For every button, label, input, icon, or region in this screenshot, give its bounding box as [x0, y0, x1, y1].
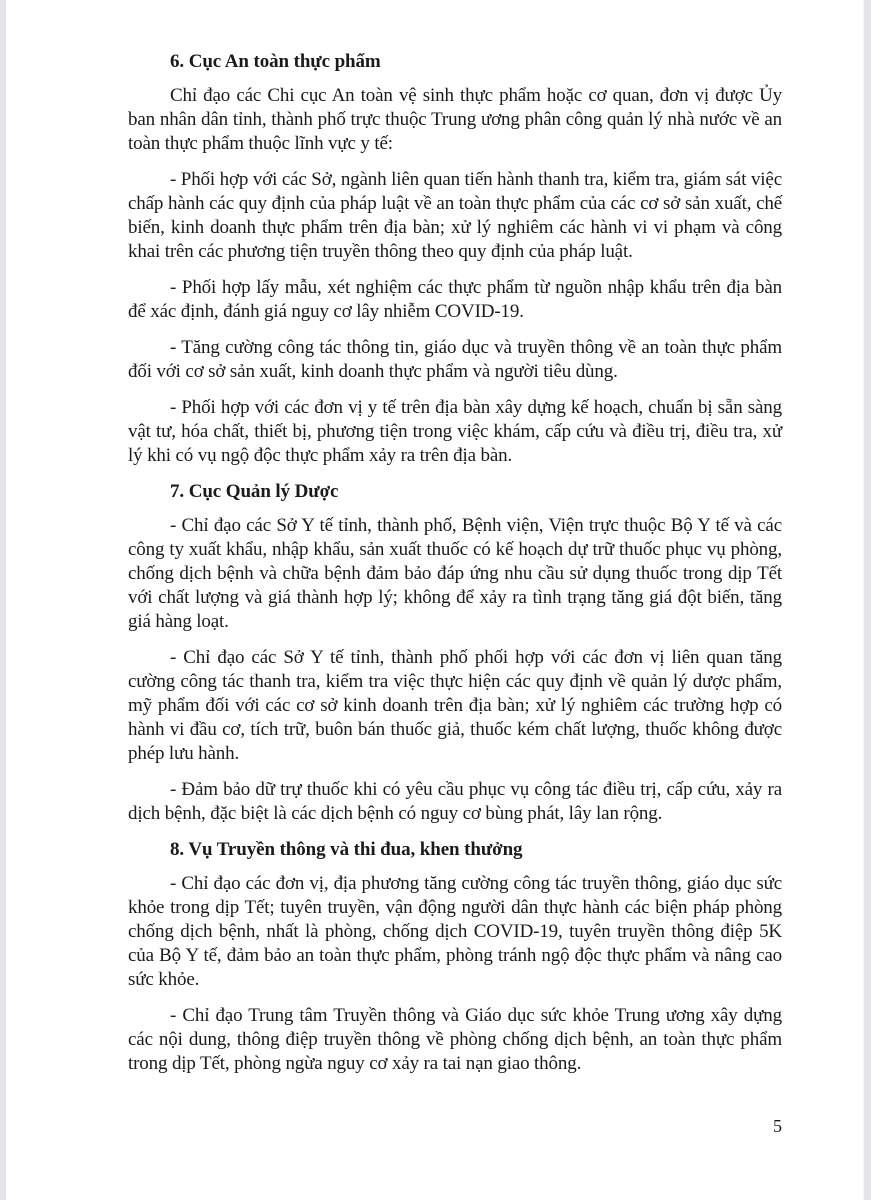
paragraph: - Tăng cường công tác thông tin, giáo dục và truyền thông về an toàn thực phẩm đối với cơ sở sản xuất, kinh doanh thực phẩm và người tiêu dùng. [128, 337, 782, 382]
document-page [128, 50, 782, 1088]
section-drug-administration [128, 480, 782, 826]
paragraph: - Phối hợp lấy mẫu, xét nghiệm các thực phẩm từ nguồn nhập khẩu trên địa bàn để xác định, đánh giá nguy cơ lây nhiễm COVID-19. [128, 277, 782, 322]
page-number: 5 [773, 1116, 782, 1136]
page-edge-left [0, 0, 6, 1200]
section-heading: 8. Vụ Truyền thông và thi đua, khen thưởng [170, 839, 523, 860]
section-communication-emulation [128, 838, 782, 1076]
paragraph: - Chỉ đạo các đơn vị, địa phương tăng cường công tác truyền thông, giáo dục sức khỏe trong dịp Tết; tuyên truyền, vận động người dân thực hành các biện pháp phòng chống dịch bệnh, nhất là phòng, chống dịch COVID-19, tuyên truyền thông điệp 5K của Bộ Y tế, đảm bảo an toàn thực phẩm, phòng tránh ngộ độc thực phẩm và nâng cao sức khỏe. [128, 873, 782, 990]
section-heading: 7. Cục Quản lý Dược [170, 481, 339, 502]
page-edge-right [864, 0, 871, 1200]
paragraph: - Chỉ đạo Trung tâm Truyền thông và Giáo dục sức khỏe Trung ương xây dựng các nội dung, thông điệp truyền thông về phòng chống dịch bệnh, an toàn thực phẩm trong dịp Tết, phòng ngừa nguy cơ xảy ra tai nạn giao thông. [128, 1005, 782, 1074]
paragraph: - Phối hợp với các đơn vị y tế trên địa bàn xây dựng kế hoạch, chuẩn bị sẵn sàng vật tư, hóa chất, thiết bị, phương tiện trong việc khám, cấp cứu và điều trị, điều tra, xử lý khi có vụ ngộ độc thực phẩm xảy ra trên địa bàn. [128, 397, 782, 466]
paragraph: - Chỉ đạo các Sở Y tế tỉnh, thành phố, Bệnh viện, Viện trực thuộc Bộ Y tế và các công ty xuất khẩu, nhập khẩu, sản xuất thuốc có kế hoạch dự trữ thuốc phục vụ phòng, chống dịch bệnh và chữa bệnh đảm bảo đáp ứng nhu cầu sử dụng thuốc trong dịp Tết với chất lượng và giá thành hợp lý; không để xảy ra tình trạng tăng giá đột biến, tăng giá hàng loạt. [128, 515, 782, 632]
paragraph: Chỉ đạo các Chi cục An toàn vệ sinh thực phẩm hoặc cơ quan, đơn vị được Ủy ban nhân dân tỉnh, thành phố trực thuộc Trung ương phân công quản lý nhà nước về an toàn thực phẩm thuộc lĩnh vực y tế: [128, 85, 782, 154]
section-heading: 6. Cục An toàn thực phẩm [170, 51, 381, 72]
paragraph: - Phối hợp với các Sở, ngành liên quan tiến hành thanh tra, kiểm tra, giám sát việc chấp hành các quy định của pháp luật về an toàn thực phẩm của các cơ sở sản xuất, chế biến, kinh doanh thực phẩm trên địa bàn; xử lý nghiêm các hành vi vi phạm và công khai trên các phương tiện truyền thông theo quy định của pháp luật. [128, 169, 782, 262]
paragraph: - Đảm bảo dữ trự thuốc khi có yêu cầu phục vụ công tác điều trị, cấp cứu, xảy ra dịch bệnh, đặc biệt là các dịch bệnh có nguy cơ bùng phát, lây lan rộng. [128, 779, 782, 824]
paragraph: - Chỉ đạo các Sở Y tế tỉnh, thành phố phối hợp với các đơn vị liên quan tăng cường công tác thanh tra, kiểm tra việc thực hiện các quy định về quản lý dược phẩm, mỹ phẩm đối với các cơ sở kinh doanh trên địa bàn; xử lý nghiêm các trường hợp có hành vi đầu cơ, tích trữ, buôn bán thuốc giả, thuốc kém chất lượng, thuốc không được phép lưu hành. [128, 647, 782, 764]
section-food-safety [128, 50, 782, 468]
